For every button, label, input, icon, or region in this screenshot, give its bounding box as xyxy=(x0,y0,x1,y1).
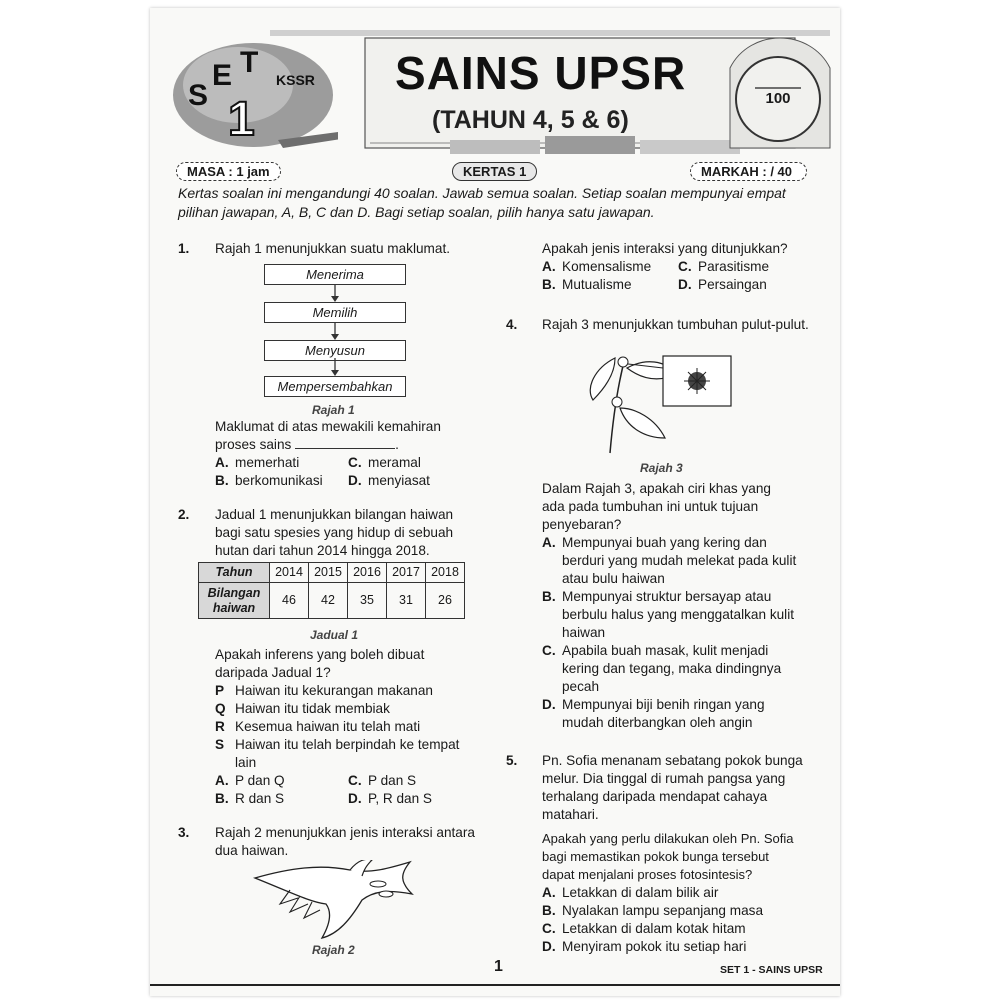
q2-stmt-s-cont: lain xyxy=(235,755,257,770)
q1-stem: Rajah 1 menunjukkan suatu maklumat. xyxy=(215,241,450,256)
q3-line1: Rajah 2 menunjukkan jenis interaksi antara xyxy=(215,825,475,840)
q1-option-a[interactable]: A. memerhati xyxy=(215,455,300,470)
q5-ask1: Apakah yang perlu dilakukan oleh Pn. Sofia xyxy=(542,831,794,846)
q2-option-b[interactable]: B. R dan S xyxy=(215,791,285,806)
q2-count: 35 xyxy=(348,583,387,619)
q5-para1: Pn. Sofia menanam sebatang pokok bunga xyxy=(542,753,803,768)
markah-label: MARKAH : / 40 xyxy=(690,162,807,182)
q2-stmt-s: S Haiwan itu telah berpindah ke tempat xyxy=(215,737,460,752)
q4-option-d-l2: mudah diterbangkan oleh angin xyxy=(562,715,753,730)
set-number: 1 xyxy=(228,93,255,146)
q4-option-a-l2: berduri yang mudah melekat pada kulit xyxy=(562,553,797,568)
q4-option-a[interactable]: A. Mempunyai buah yang kering dan xyxy=(542,535,767,550)
q2-stmt-p: P Haiwan itu kekurangan makanan xyxy=(215,683,433,698)
q2-count: 42 xyxy=(309,583,348,619)
q2-year: 2017 xyxy=(387,563,426,583)
q2-table-header-count: Bilangan haiwan xyxy=(199,583,270,619)
q5-para3: terhalang daripada mendapat cahaya xyxy=(542,789,768,804)
set-letter-e: E xyxy=(212,59,233,92)
q2-ask2: daripada Jadual 1? xyxy=(215,665,331,680)
q2-line1: Jadual 1 menunjukkan bilangan haiwan xyxy=(215,507,454,522)
q5-ask2: bagi memastikan pokok bunga tersebut xyxy=(542,849,769,864)
q1-option-c[interactable]: C. meramal xyxy=(348,455,421,470)
q2-year: 2014 xyxy=(270,563,309,583)
instructions: Kertas soalan ini mengandungi 40 soalan. Jawab semua soalan. Setiap soalan mempunyai empat pilihan jawapan, A, B, C dan D. Bagi setiap soalan, pilih hanya satu jawapan. xyxy=(178,185,786,220)
q1-flow-3: Menyusun xyxy=(264,340,406,361)
q4-plant-illustration xyxy=(565,338,735,454)
q2-year: 2015 xyxy=(309,563,348,583)
page-number: 1 xyxy=(494,958,503,975)
q2-table-header-year: Tahun xyxy=(199,563,270,583)
q5-para2: melur. Dia tinggal di rumah pangsa yang xyxy=(542,771,786,786)
q3-option-a[interactable]: A. Komensalisme xyxy=(542,259,652,274)
q2-caption: Jadual 1 xyxy=(310,628,359,642)
q4-option-c-l2: kering dan tegang, maka dindingnya xyxy=(562,661,782,676)
q4-option-b-l2: berbulu halus yang menggatalkan kulit xyxy=(562,607,795,622)
q3-option-d[interactable]: D. Persaingan xyxy=(678,277,767,292)
q1-flow-4: Mempersembahkan xyxy=(264,376,406,397)
masa-label: MASA : 1 jam xyxy=(176,162,281,182)
q3-line2: dua haiwan. xyxy=(215,843,289,858)
footer-label: SET 1 - SAINS UPSR xyxy=(720,964,823,976)
q2-number: 2. xyxy=(178,507,190,522)
q5-option-a[interactable]: A. Letakkan di dalam bilik air xyxy=(542,885,719,900)
q4-option-b-l3: haiwan xyxy=(562,625,606,640)
q2-ask1: Apakah inferens yang boleh dibuat xyxy=(215,647,425,662)
exam-page xyxy=(150,8,840,996)
q1-flow-2: Memilih xyxy=(264,302,406,323)
q1-line2: proses sains . xyxy=(215,437,399,452)
q3-option-c[interactable]: C. Parasitisme xyxy=(678,259,770,274)
q2-year: 2018 xyxy=(426,563,465,583)
q4-line1: Dalam Rajah 3, apakah ciri khas yang xyxy=(542,481,771,496)
q2-line2: bagi satu spesies yang hidup di sebuah xyxy=(215,525,454,540)
q1-line1: Maklumat di atas mewakili kemahiran xyxy=(215,419,441,434)
q4-line2: ada pada tumbuhan ini untuk tujuan xyxy=(542,499,759,514)
page-subtitle: (TAHUN 4, 5 & 6) xyxy=(432,106,629,134)
page-title: SAINS UPSR xyxy=(395,47,687,99)
q2-line3: hutan dari tahun 2014 hingga 2018. xyxy=(215,543,430,558)
q4-number: 4. xyxy=(506,317,518,332)
q4-option-a-l3: atau bulu haiwan xyxy=(562,571,665,586)
set-letter-t: T xyxy=(240,46,259,79)
right-column xyxy=(150,8,840,996)
q4-option-c-l3: pecah xyxy=(562,679,600,694)
q2-year: 2016 xyxy=(348,563,387,583)
q3-option-b[interactable]: B. Mutualisme xyxy=(542,277,632,292)
q2-option-c[interactable]: C. P dan S xyxy=(348,773,417,788)
q2-stmt-q: Q Haiwan itu tidak membiak xyxy=(215,701,390,716)
q5-ask3: dapat menjalani proses fotosintesis? xyxy=(542,867,753,882)
q1-caption: Rajah 1 xyxy=(312,403,355,417)
kssr-label: KSSR xyxy=(276,72,315,88)
q2-option-a[interactable]: A. P dan Q xyxy=(215,773,285,788)
q4-stem: Rajah 3 menunjukkan tumbuhan pulut-pulut. xyxy=(542,317,809,332)
q1-flow-1: Menerima xyxy=(264,264,406,285)
q4-line3: penyebaran? xyxy=(542,517,622,532)
q2-option-d[interactable]: D. P, R dan S xyxy=(348,791,432,806)
q5-option-d[interactable]: D. Menyiram pokok itu setiap hari xyxy=(542,939,747,954)
q2-count: 46 xyxy=(270,583,309,619)
q5-number: 5. xyxy=(506,753,518,768)
score-total: 100 xyxy=(765,90,791,107)
q4-option-c[interactable]: C. Apabila buah masak, kulit menjadi xyxy=(542,643,769,658)
q3-number: 3. xyxy=(178,825,190,840)
q1-option-d[interactable]: D. menyiasat xyxy=(348,473,430,488)
q2-stmt-r: R Kesemua haiwan itu telah mati xyxy=(215,719,421,734)
q1-number: 1. xyxy=(178,241,190,256)
q4-option-d[interactable]: D. Mempunyai biji benih ringan yang xyxy=(542,697,765,712)
q4-caption: Rajah 3 xyxy=(640,461,683,475)
kertas-label: KERTAS 1 xyxy=(452,162,537,182)
q3-ask: Apakah jenis interaksi yang ditunjukkan? xyxy=(542,241,788,256)
q4-option-b[interactable]: B. Mempunyai struktur bersayap atau xyxy=(542,589,772,604)
q3-caption: Rajah 2 xyxy=(312,943,355,957)
set-letter-s: S xyxy=(188,79,209,112)
q5-option-c[interactable]: C. Letakkan di dalam kotak hitam xyxy=(542,921,746,936)
q2-count: 31 xyxy=(387,583,426,619)
q5-option-b[interactable]: B. Nyalakan lampu sepanjang masa xyxy=(542,903,764,918)
q2-count: 26 xyxy=(426,583,465,619)
footer-rule xyxy=(150,984,840,988)
q5-para4: matahari. xyxy=(542,807,599,822)
q1-option-b[interactable]: B. berkomunikasi xyxy=(215,473,323,488)
